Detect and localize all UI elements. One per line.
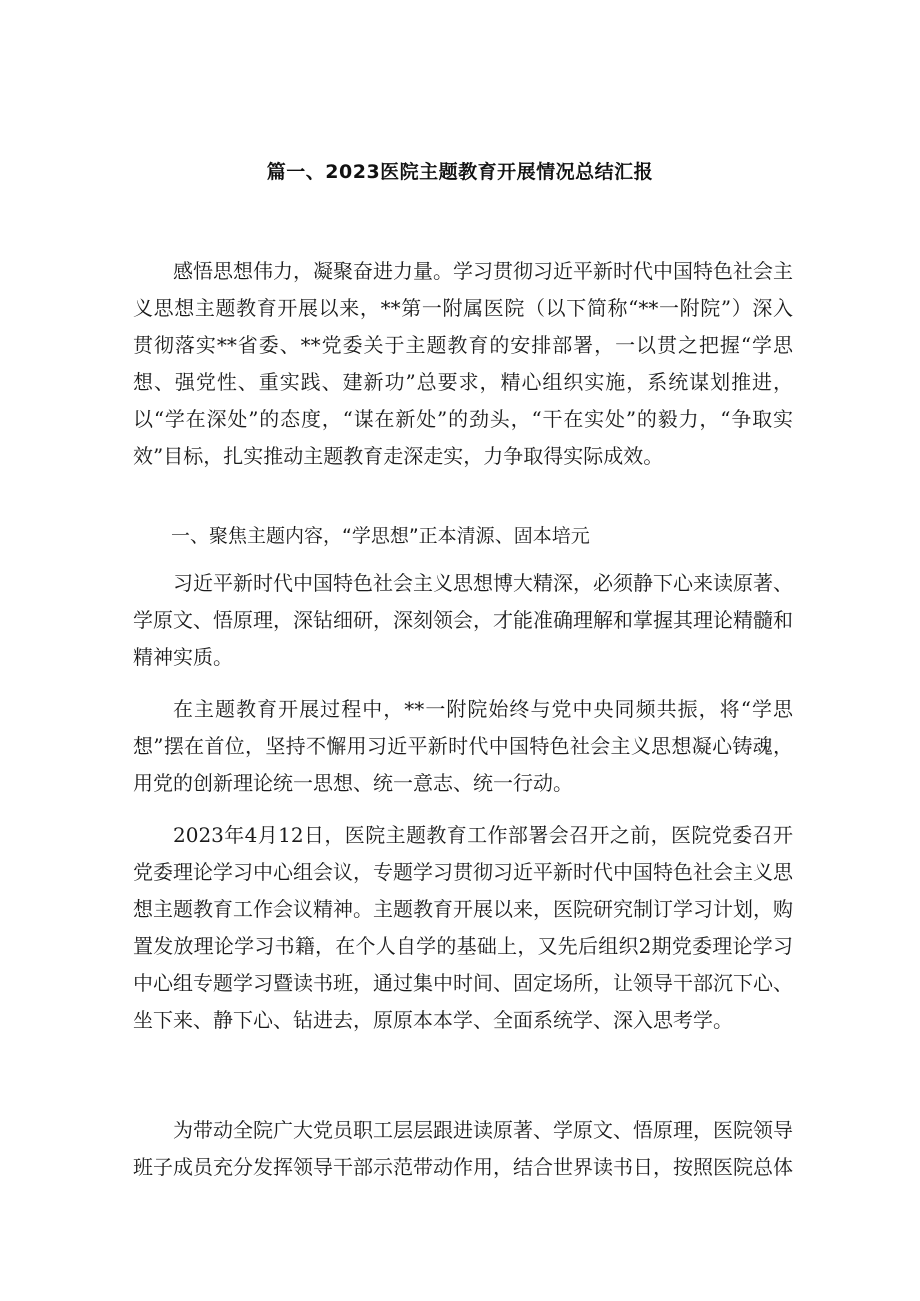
intro-paragraph: 感悟思想伟力，凝聚奋进力量。学习贯彻习近平新时代中国特色社会主义思想主题教育开展以来，**第一附属医院（以下简称“**一附院”）深入贯彻落实**省委、**党委关于主题教育的安排部署，一以贯之把握“学思想、强党性、重实践、建新功”总要求，精心组织实施，系统谋划推进，以“学在深处”的态度，“谋在新处”的劲头，“干在实处”的毅力，“争取实效”目标，扎实推动主题教育走深走实，力争取得实际成效。 xyxy=(133,259,793,468)
paragraph-5: 为带动全院广大党员职工层层跟进读原著、学原文、悟原理，医院领导班子成员充分发挥领导干部示范带动作用，结合世界读书日，按照医院总体 xyxy=(133,1118,793,1179)
document-title: 篇一、2023医院主题教育开展情况总结汇报 xyxy=(266,161,654,183)
paragraph-3: 在主题教育开展过程中，**一附院始终与党中央同频共振，将“学思想”摆在首位，坚持不懈用习近平新时代中国特色社会主义思想凝心铸魂，用党的创新理论统一思想、统一意志、统一行动。 xyxy=(133,697,793,795)
paragraph-4: 2023年4月12日，医院主题教育工作部署会召开之前，医院党委召开党委理论学习中心组会议，专题学习贯彻习近平新时代中国特色社会主义思想主题教育工作会议精神。主题教育开展以来，医院研究制订学习计划，购置发放理论学习书籍，在个人自学的基础上，又先后组织2期党委理论学习中心组专题学习暨读书班，通过集中时间、固定场所，让领导干部沉下心、坐下来、静下心、钻进去，原原本本学、全面系统学、深入思考学。 xyxy=(133,823,793,1032)
paragraph-2: 习近平新时代中国特色社会主义思想博大精深，必须静下心来读原著、学原文、悟原理，深钻细研，深刻领会，才能准确理解和掌握其理论精髓和精神实质。 xyxy=(133,571,793,669)
section-heading: 一、聚焦主题内容，“学思想”正本清源、固本培元 xyxy=(171,525,590,547)
